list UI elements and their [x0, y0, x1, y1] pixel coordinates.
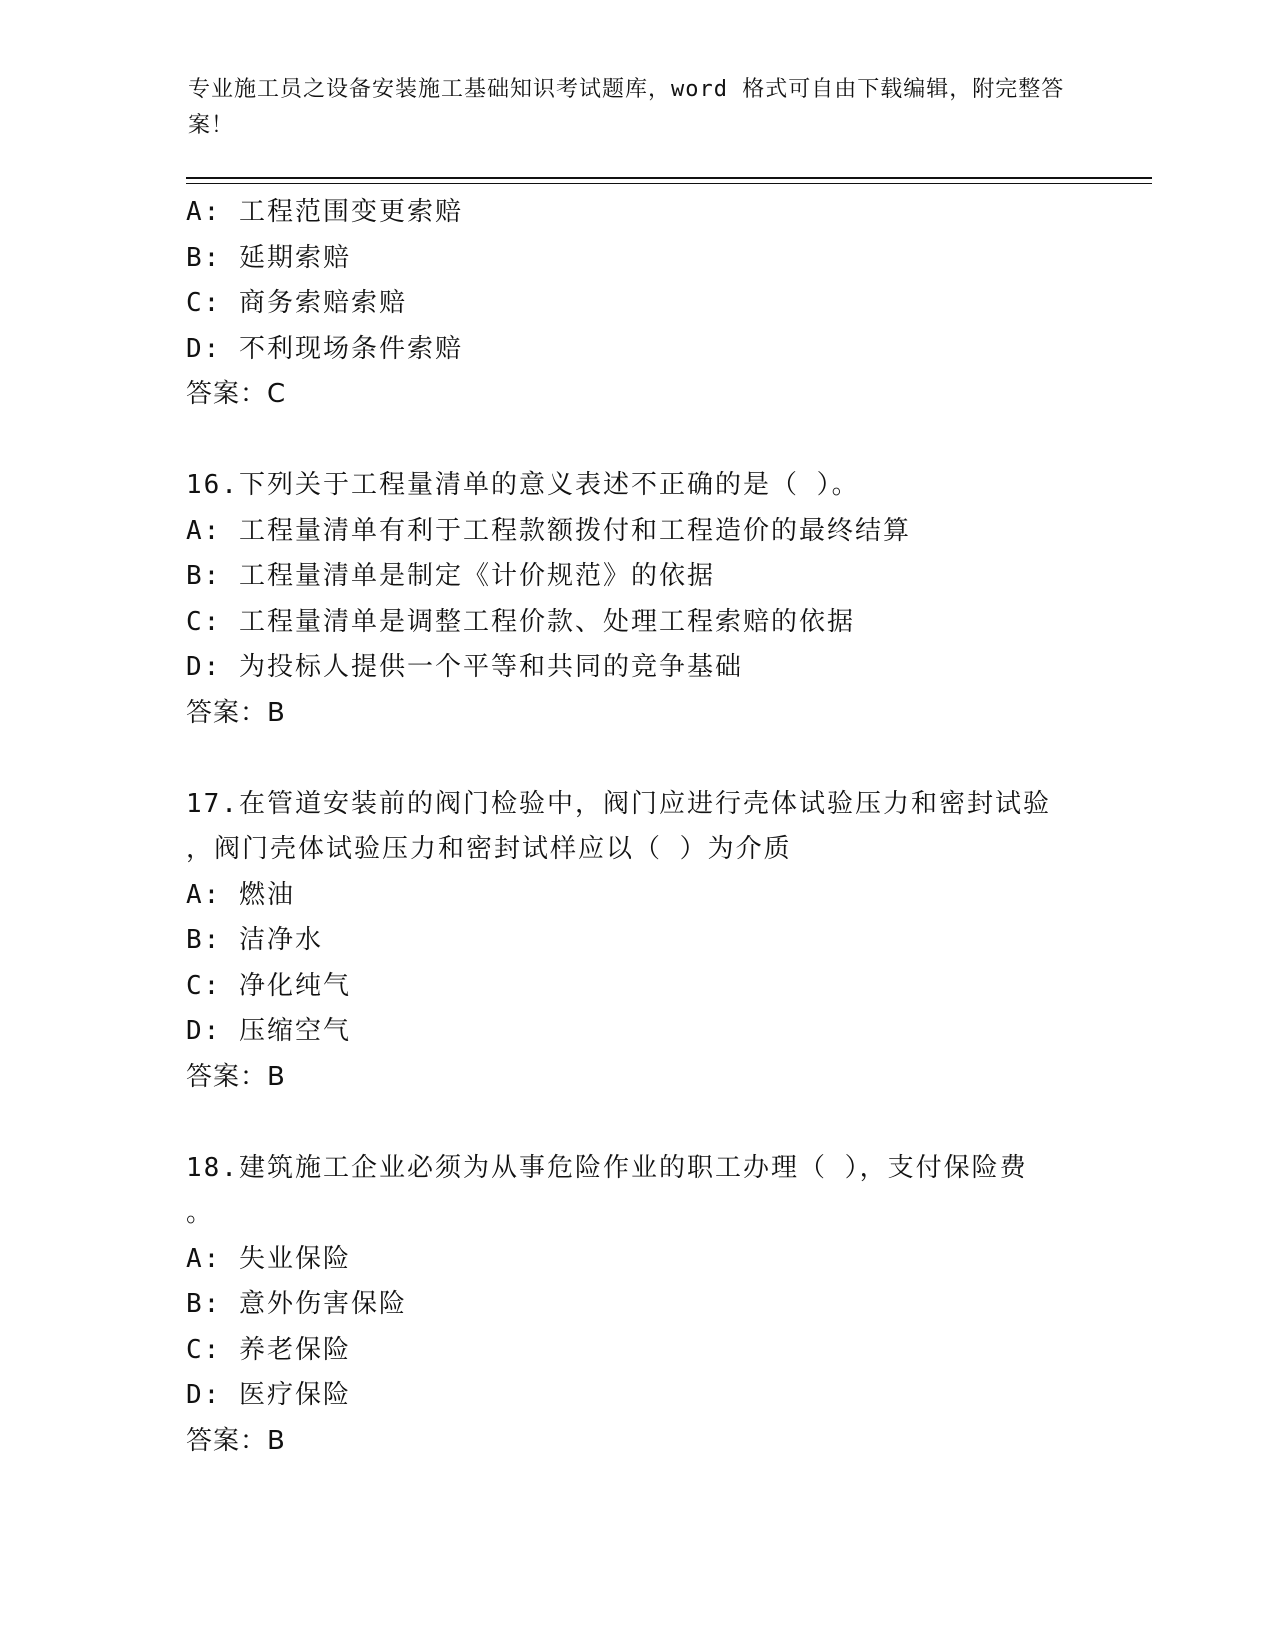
answer-label: 答案：C [186, 379, 287, 409]
answer-label: 答案：B [186, 1061, 286, 1092]
question-15-block [186, 190, 1086, 418]
question-stem-line-2: ，阀门壳体试验压力和密封试样应以（ ）为介质 [186, 834, 792, 864]
question-stem-line-2: 。 [186, 1198, 215, 1228]
question-18-block [186, 1146, 1086, 1465]
option-c: C: 商务索赔索赔 [186, 288, 407, 318]
option-a: A: 工程范围变更索赔 [186, 197, 463, 227]
option-d: D: 压缩空气 [186, 1016, 351, 1046]
option-a: A: 工程量清单有利于工程款额拨付和工程造价的最终结算 [186, 515, 911, 546]
option-c: C: 养老保险 [186, 1334, 351, 1365]
question-17-block [186, 782, 1086, 1101]
question-list [186, 190, 1086, 1464]
question-stem: 16.下列关于工程量清单的意义表述不正确的是（ ）。 [186, 470, 860, 500]
option-b: B: 意外伤害保险 [186, 1289, 407, 1319]
option-a: A: 燃油 [186, 879, 295, 910]
answer-label: 答案：B [186, 1425, 286, 1456]
option-b: B: 延期索赔 [186, 242, 351, 273]
option-a: A: 失业保险 [186, 1243, 351, 1274]
question-stem-line-1: 18.建筑施工企业必须为从事危险作业的职工办理（ ），支付保险费 [186, 1152, 1028, 1183]
document-header: 专业施工员之设备安装施工基础知识考试题库，word 格式可自由下载编辑，附完整答案！ [188, 77, 1065, 138]
option-d: D: 医疗保险 [186, 1380, 351, 1410]
option-d: D: 不利现场条件索赔 [186, 333, 463, 364]
option-c: C: 净化纯气 [186, 970, 351, 1001]
question-stem-line-1: 17.在管道安装前的阀门检验中，阀门应进行壳体试验压力和密封试验 [186, 788, 1051, 819]
option-d: D: 为投标人提供一个平等和共同的竞争基础 [186, 652, 743, 682]
option-b: B: 洁净水 [186, 925, 323, 955]
question-16-block [186, 463, 1086, 736]
header-rule-thin [186, 183, 1152, 184]
header-rule-thick [186, 177, 1152, 179]
answer-label: 答案：B [186, 697, 286, 728]
option-c: C: 工程量清单是调整工程价款、处理工程索赔的依据 [186, 606, 855, 637]
option-b: B: 工程量清单是制定《计价规范》的依据 [186, 561, 715, 591]
